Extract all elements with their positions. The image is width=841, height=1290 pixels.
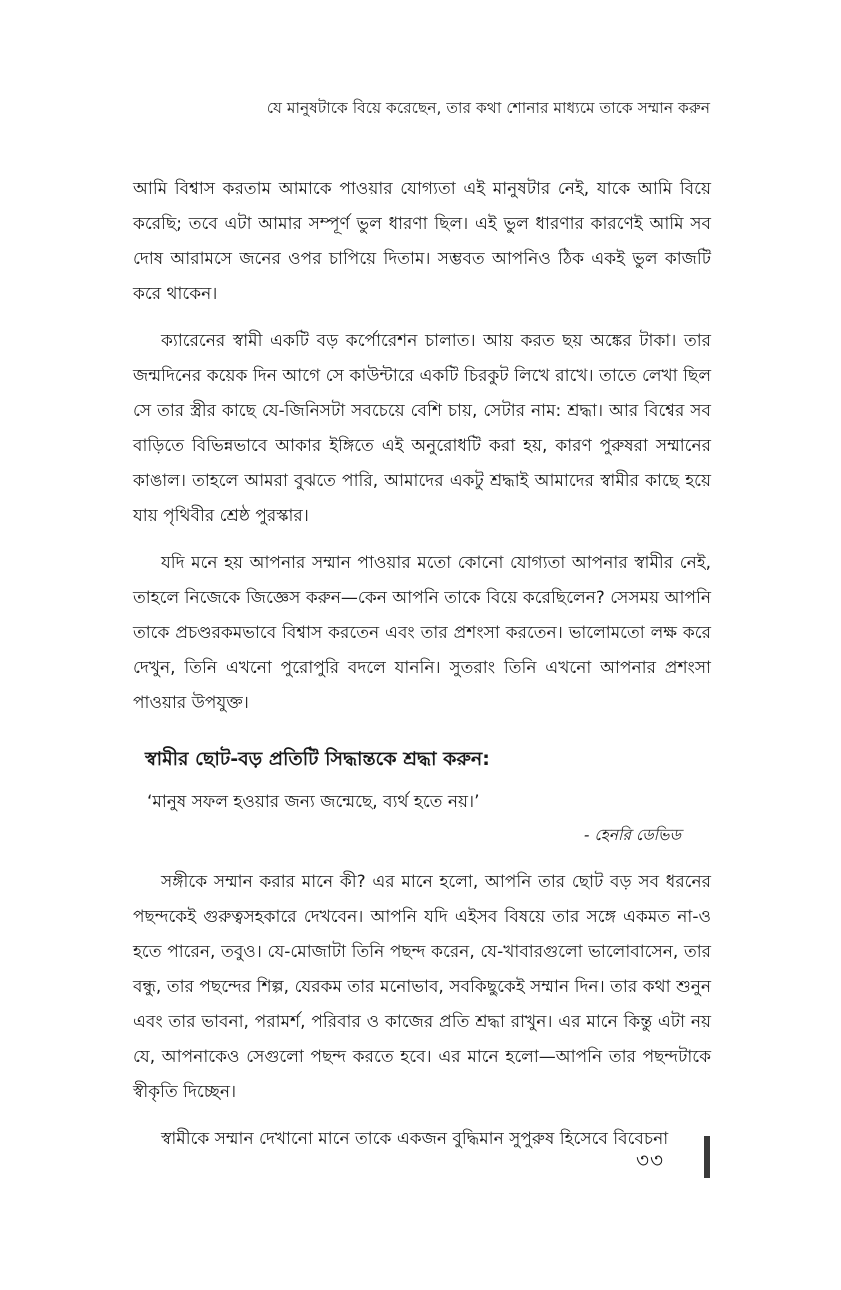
page-number-bar bbox=[704, 1136, 710, 1178]
paragraph: সঙ্গীকে সম্মান করার মানে কী? এর মানে হলো, আপনি তার ছোট বড় সব ধরনের পছন্দকেই গুরুত্বসহকারে দেখবেন। আপনি যদি এইসব বিষয়ে তার সঙ্গে একমত না-ও হতে পারেন, তবুও। যে-মোজাটা তিনি পছন্দ করেন, যে-খাবারগুলো ভালোবাসেন, তার বন্ধু, তার পছন্দের শিল্প, যেরকম তার মনোভাব, সবকিছুকেই সম্মান দিন। তার কথা শুনুন এবং তার ভাবনা, পরামর্শ, পরিবার ও কাজের প্রতি শ্রদ্ধা রাখুন। এর মানে কিন্তু এটা নয় যে, আপনাকেও সেগুলো পছন্দ করতে হবে। এর মানে হলো—আপনি তার পছন্দটাকে স্বীকৃতি দিচ্ছেন। bbox=[133, 872, 711, 1102]
section-heading: স্বামীর ছোট-বড় প্রতিটি সিদ্ধান্তকে শ্রদ্ধা করুন: bbox=[145, 748, 490, 770]
paragraph: স্বামীকে সম্মান দেখানো মানে তাকে একজন বুদ্ধিমান সুপুরুষ হিসেবে বিবেচনা bbox=[161, 1129, 669, 1149]
paragraph: যদি মনে হয় আপনার সম্মান পাওয়ার মতো কোনো যোগ্যতা আপনার স্বামীর নেই, তাহলে নিজেকে জিজ্ঞেস করুন—কেন আপনি তাকে বিয়ে করেছিলেন? সেসময় আপনি তাকে প্রচণ্ডরকমভাবে বিশ্বাস করতেন এবং তার প্রশংসা করতেন। ভালোমতো লক্ষ করে দেখুন, তিনি এখনো পুরোপুরি বদলে যাননি। সুতরাং তিনি এখনো আপনার প্রশংসা পাওয়ার উপযুক্ত। bbox=[133, 553, 711, 713]
epigraph-quote: ‘মানুষ সফল হওয়ার জন্য জন্মেছে, ব্যর্থ হতে নয়।’ bbox=[147, 792, 480, 812]
paragraph: ক্যারেনের স্বামী একটি বড় কর্পোরেশন চালাত। আয় করত ছয় অঙ্কের টাকা। তার জন্মদিনের কয়েক দিন আগে সে কাউন্টারে একটি চিরকুট লিখে রাখে। তাতে লেখা ছিল সে তার স্ত্রীর কাছে যে-জিনিসটা সবচেয়ে বেশি চায়, সেটার নাম: শ্রদ্ধা। আর বিশ্বের সব বাড়িতে বিভিন্নভাবে আকার ইঙ্গিতে এই অনুরোধটি করা হয়, কারণ পুরুষরা সম্মানের কাঙাল। তাহলে আমরা বুঝতে পারি, আমাদের একটু শ্রদ্ধাই আমাদের স্বামীর কাছে হয়ে যায় পৃথিবীর শ্রেষ্ঠ পুরস্কার। bbox=[133, 331, 711, 526]
body-text bbox=[133, 172, 711, 1169]
epigraph-author: - হেনরি ডেভিড bbox=[583, 826, 681, 844]
paragraph: আমি বিশ্বাস করতাম আমাকে পাওয়ার যোগ্যতা এই মানুষটার নেই, যাকে আমি বিয়ে করেছি; তবে এটা আমার সম্পূর্ণ ভুল ধারণা ছিল। এই ভুল ধারণার কারণেই আমি সব দোষ আরামসে জনের ওপর চাপিয়ে দিতাম। সম্ভবত আপনিও ঠিক একই ভুল কাজটি করে থাকেন। bbox=[133, 179, 711, 304]
running-header: যে মানুষটাকে বিয়ে করেছেন, তার কথা শোনার মাধ্যমে তাকে সম্মান করুন bbox=[266, 99, 710, 117]
page-number: ৩৩ bbox=[636, 1148, 665, 1172]
